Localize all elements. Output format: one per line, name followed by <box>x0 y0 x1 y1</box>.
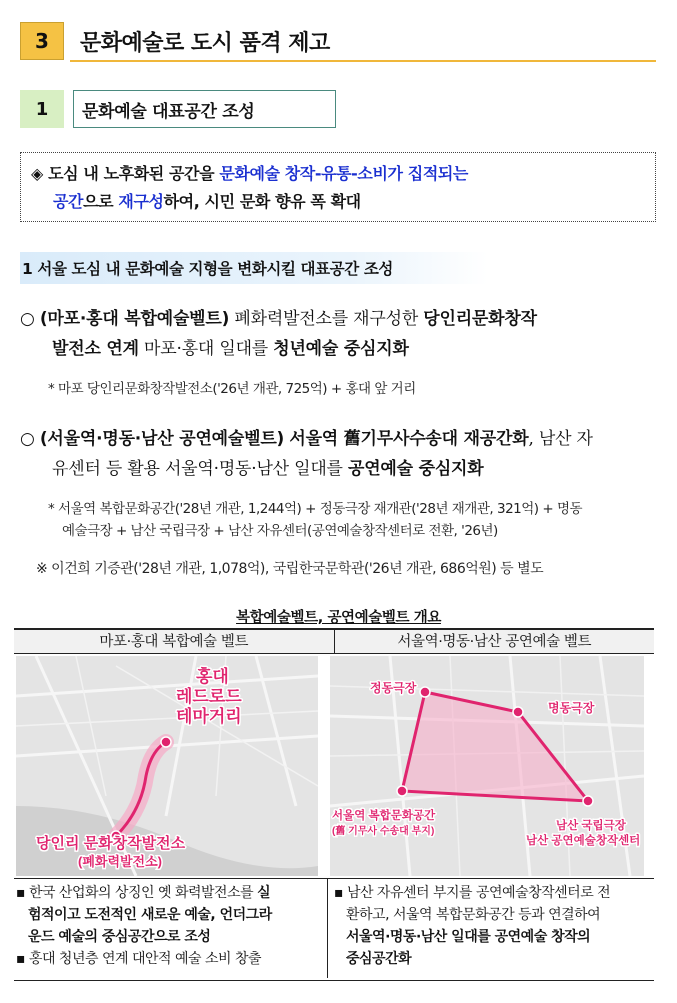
figure-caption: 복합예술벨트, 공연예술벨트 개요 <box>236 610 441 626</box>
summary-line-2 <box>31 188 647 216</box>
item-text: 폐화력발전소를 재구성한 <box>229 309 424 329</box>
item1-note: * 마포 당인리문화창작발전소('26년 개관, 725억) + 홍대 앞 거리 <box>48 381 416 397</box>
map-mapo-svg <box>16 656 318 876</box>
map1-label-theme: 테마거리 <box>176 707 242 726</box>
map1-label-dangin: 당인리 문화창작발전소 <box>36 835 186 852</box>
item-bold: 청년예술 중심지화 <box>273 339 409 359</box>
desc-text: ▪ 홍대 청년층 연계 대안적 예술 소비 창출 <box>16 951 262 967</box>
map-mapo-hongdae <box>16 656 318 876</box>
map-seoul-svg <box>330 656 644 876</box>
item-marker: ○ <box>20 309 35 329</box>
item-bold: (마포·홍대 복합예술벨트) <box>39 309 230 329</box>
section-number-badge: 3 <box>20 22 64 60</box>
section-title: 문화예술로 도시 품격 제고 <box>80 31 330 56</box>
desc-bold: 험적이고 도전적인 새로운 예술, 언더그라 <box>28 907 272 923</box>
summary-text: 도심 내 노후화된 공간을 <box>48 164 220 183</box>
item-bold: 공연예술 중심지화 <box>347 459 484 479</box>
map-seoul-station <box>330 656 644 876</box>
footnote: ※ 이건희 기증관('28년 개관, 1,078억), 국립한국문학관('26년 개관, 686억원) 등 별도 <box>36 561 544 577</box>
desc-top-rule <box>14 878 654 879</box>
desc-bold: 중심공간화 <box>346 951 412 967</box>
map2-label-gimusa: (舊 기무사 수송대 부지) <box>332 826 435 837</box>
desc-divider <box>327 878 328 978</box>
map1-label-redroad: 레드로드 <box>176 687 242 706</box>
item-text: 유센터 등 활용 서울역·명동·남산 일대를 <box>52 459 348 479</box>
desc-text: ▪ 남산 자유센터 부지를 공연예술창작센터로 전 <box>334 885 611 901</box>
item-mapo-hongdae <box>20 304 656 364</box>
map1-label-powerplant: (폐화력발전소) <box>78 854 163 869</box>
subsection-number-badge: 1 <box>20 90 64 128</box>
summary-highlight: 문화예술 창작-유통-소비가 집적되는 <box>219 164 468 183</box>
item-bold: 서울역 舊기무사수송대 재공간화 <box>289 429 529 449</box>
topic-heading: 1 서울 도심 내 문화예술 지형을 변화시킬 대표공간 조성 <box>20 252 488 284</box>
desc-text: 환하고, 서울역 복합문화공간 등과 연결하여 <box>346 907 601 923</box>
summary-text: 하여, 시민 문화 향유 폭 확대 <box>163 192 361 211</box>
desc-mapo <box>16 882 326 970</box>
subsection-title: 문화예술 대표공간 조성 <box>73 90 336 128</box>
item-bold: 당인리문화창작 <box>423 309 537 329</box>
item2-note-line2: 예술극장 + 남산 국립극장 + 남산 자유센터(공연예술창작센터로 전환, '26년) <box>62 523 498 539</box>
item-bold: 발전소 연계 <box>52 339 139 359</box>
column-header-seoul: 서울역·명동·남산 공연예술 벨트 <box>397 634 592 650</box>
summary-box <box>20 152 656 222</box>
desc-seoul <box>334 882 654 970</box>
desc-text: ▪ 한국 산업화의 상징인 옛 화력발전소를 <box>16 885 258 901</box>
summary-highlight: 공간 <box>53 192 84 211</box>
map2-label-namsan-center: 남산 공연예술창작센터 <box>526 835 641 847</box>
item-text: , 남산 자 <box>528 429 593 449</box>
summary-highlight: 재구성 <box>118 192 164 211</box>
section-underline <box>70 60 656 62</box>
summary-text: 으로 <box>83 192 119 211</box>
map2-label-myeongdong: 명동극장 <box>548 701 595 715</box>
item-seoul-station <box>20 424 660 484</box>
desc-bold: 실 <box>257 885 271 901</box>
item2-note-line1: * 서울역 복합문화공간('28년 개관, 1,244억) + 정동극장 재개관('28년 재개관, 321억) + 명동 <box>48 501 583 517</box>
item-bold: (서울역·명동·남산 공연예술벨트) <box>39 429 285 449</box>
desc-bold: 서울역·명동·남산 일대를 공연예술 창작의 <box>346 929 591 945</box>
desc-bold: 운드 예술의 중심공간으로 조성 <box>28 929 211 945</box>
map2-label-seoulstation: 서울역 복합문화공간 <box>332 810 436 822</box>
map1-label-hongdae: 홍대 <box>196 667 229 686</box>
map2-label-jeongdong: 정동극장 <box>370 681 417 695</box>
item-marker: ○ <box>20 429 35 449</box>
map2-label-namsan-theater: 남산 국립극장 <box>556 820 626 832</box>
desc-bottom-rule <box>14 980 654 981</box>
figure-table-header <box>14 628 654 654</box>
summary-marker: ◈ <box>31 164 43 183</box>
summary-line-1 <box>31 160 647 188</box>
item-text: 마포·홍대 일대를 <box>138 339 274 359</box>
section-header <box>20 22 656 62</box>
column-header-mapo: 마포·홍대 복합예술 벨트 <box>14 630 335 653</box>
